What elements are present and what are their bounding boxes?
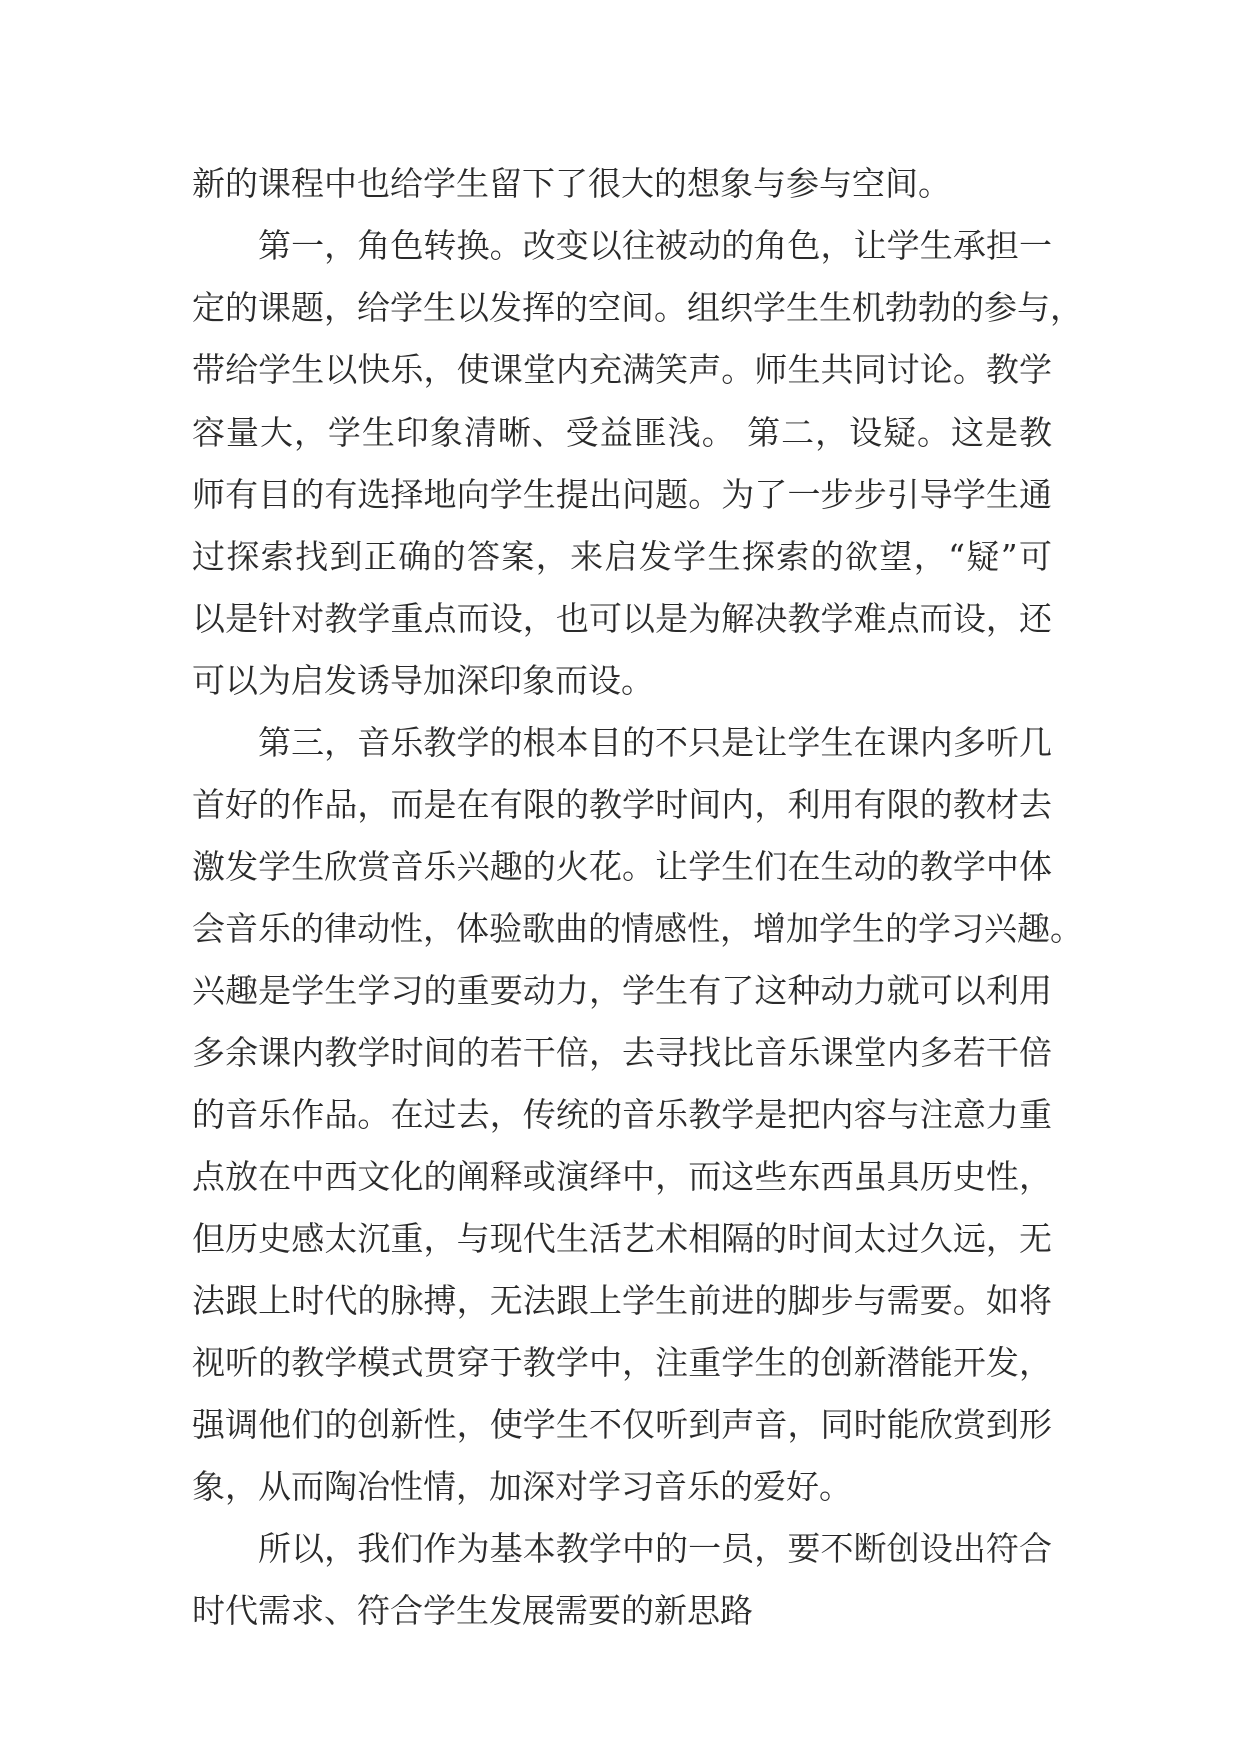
text-line: 会音乐的律动性，体验歌曲的情感性，增加学生的学习兴趣。 <box>192 909 1083 948</box>
text-line: 视听的教学模式贯穿于教学中，注重学生的创新潜能开发， <box>192 1343 1052 1382</box>
text-line: 兴趣是学生学习的重要动力，学生有了这种动力就可以利用 <box>192 971 1052 1010</box>
text-line: 激发学生欣赏音乐兴趣的火花。让学生们在生动的教学中体 <box>192 847 1052 886</box>
text-line: 象，从而陶冶性情，加深对学习音乐的爱好。 <box>192 1467 852 1506</box>
text-line: 第一，角色转换。改变以往被动的角色，让学生承担一 <box>258 226 1052 265</box>
text-line: 所以，我们作为基本教学中的一员，要不断创设出符合 <box>258 1529 1052 1568</box>
text-line: 第三，音乐教学的根本目的不只是让学生在课内多听几 <box>258 723 1052 762</box>
text-line: 首好的作品，而是在有限的教学时间内，利用有限的教材去 <box>192 785 1052 824</box>
text-line: 的音乐作品。在过去，传统的音乐教学是把内容与注意力重 <box>192 1095 1052 1134</box>
text-line: 可以为启发诱导加深印象而设。 <box>192 661 654 700</box>
text-line: 强调他们的创新性，使学生不仅听到声音，同时能欣赏到形 <box>192 1405 1052 1444</box>
text-line: 容量大，学生印象清晰、受益匪浅。 第二，设疑。这是教 <box>192 413 1052 452</box>
text-line: 带给学生以快乐，使课堂内充满笑声。师生共同讨论。教学 <box>192 350 1052 389</box>
text-line: 法跟上时代的脉搏，无法跟上学生前进的脚步与需要。如将 <box>192 1281 1052 1320</box>
text-line: 以是针对教学重点而设，也可以是为解决教学难点而设，还 <box>192 599 1052 638</box>
text-line: 但历史感太沉重，与现代生活艺术相隔的时间太过久远，无 <box>192 1219 1052 1258</box>
text-line: 过探索找到正确的答案，来启发学生探索的欲望，“疑”可 <box>192 537 1052 576</box>
text-line: 多余课内教学时间的若干倍，去寻找比音乐课堂内多若干倍 <box>192 1033 1052 1072</box>
text-line: 新的课程中也给学生留下了很大的想象与参与空间。 <box>192 164 951 203</box>
text-line: 定的课题，给学生以发挥的空间。组织学生生机勃勃的参与， <box>192 288 1083 327</box>
text-line: 时代需求、符合学生发展需要的新思路 <box>192 1591 753 1630</box>
text-line: 点放在中西文化的阐释或演绎中，而这些东西虽具历史性， <box>192 1157 1052 1196</box>
text-line: 师有目的有选择地向学生提出问题。为了一步步引导学生通 <box>192 475 1052 514</box>
